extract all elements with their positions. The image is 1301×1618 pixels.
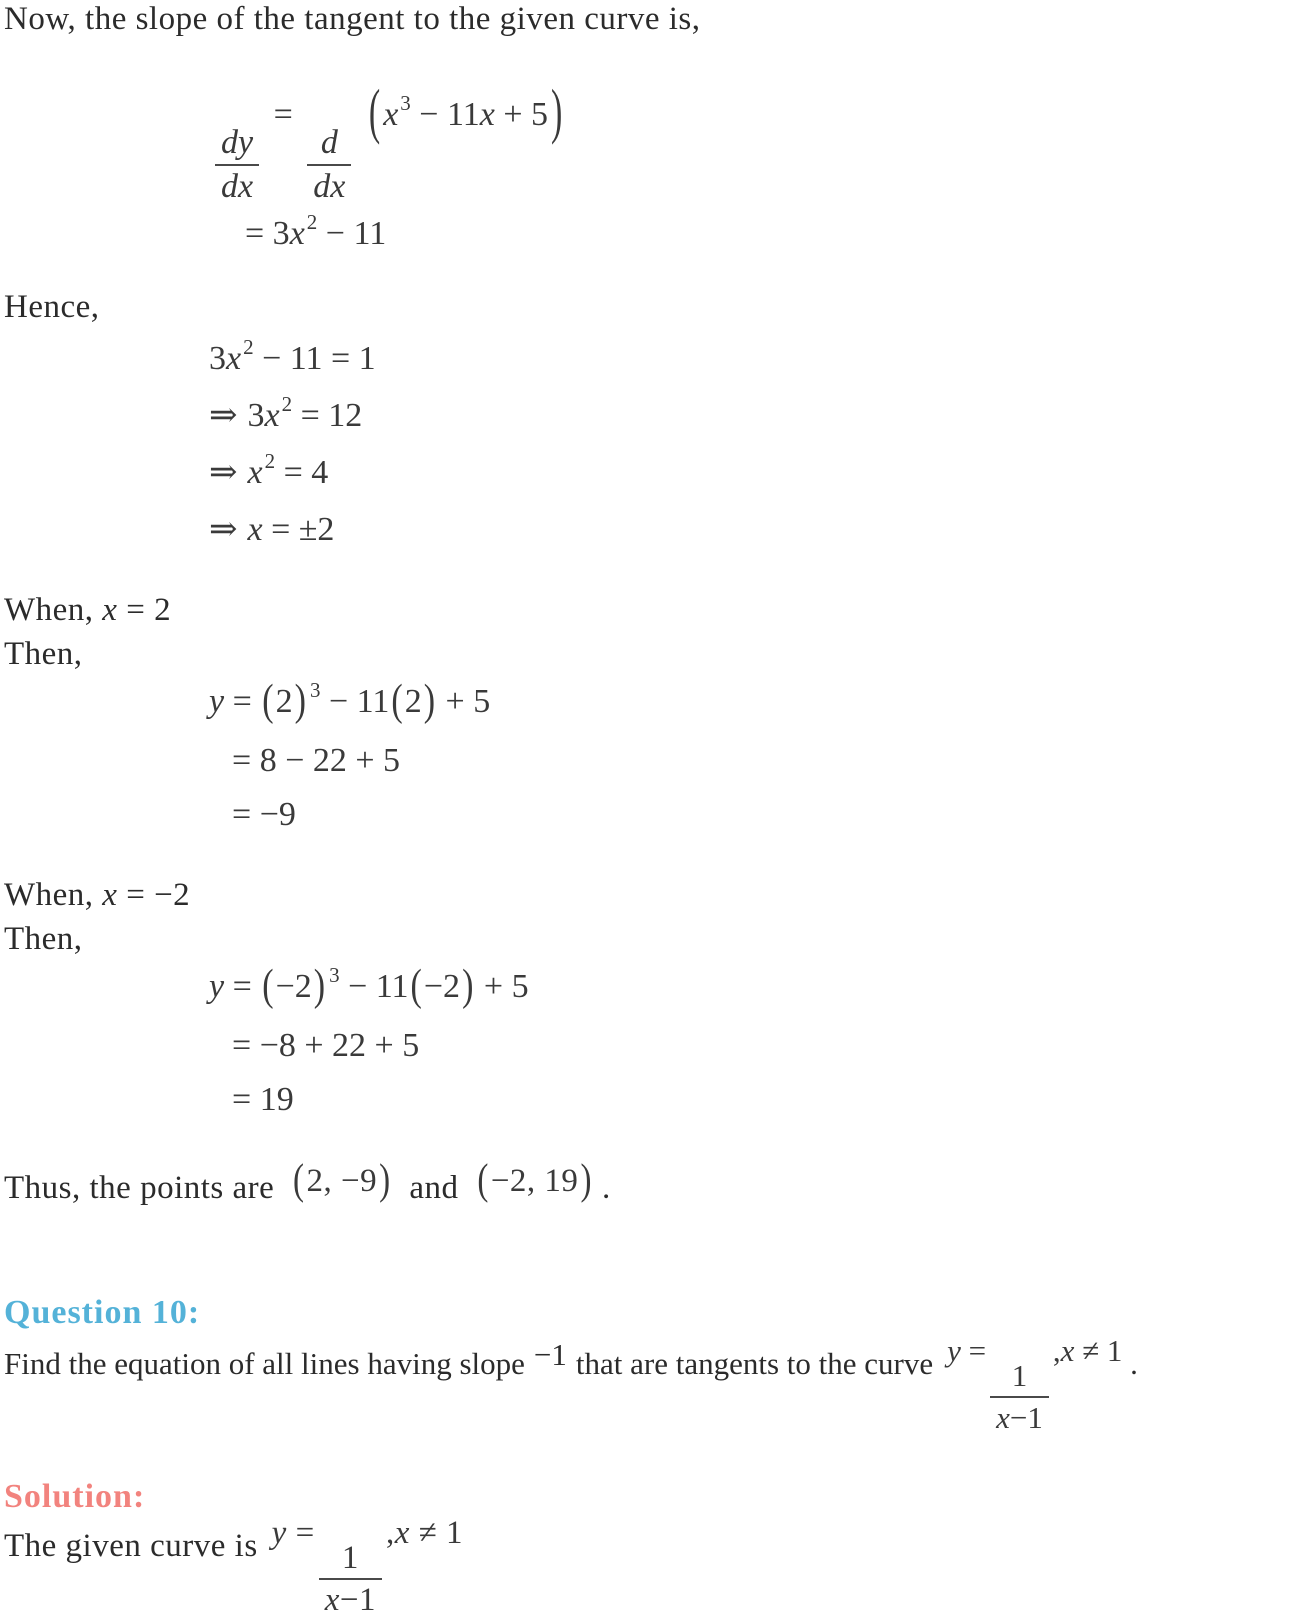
term-minus-11: − 11 xyxy=(325,215,387,252)
frac-numerator: 1 xyxy=(319,1541,382,1580)
given-text: The given curve is xyxy=(4,1528,258,1564)
term-minus-11: − 11 xyxy=(328,683,390,720)
variable-y: y xyxy=(947,1333,961,1368)
implies-arrow: ⇒ xyxy=(209,454,238,491)
right-paren: ) xyxy=(423,676,436,726)
left-paren: ( xyxy=(410,961,422,1011)
term: −9 xyxy=(259,796,296,833)
equation-y-at-neg2 xyxy=(209,961,1301,1011)
when-value: = 2 xyxy=(126,592,172,628)
right-paren: ) xyxy=(379,1156,391,1205)
equation-3x2-eq-1 xyxy=(209,335,1301,383)
coefficient-3: 3 xyxy=(247,397,265,434)
question-heading: Question 10: xyxy=(4,1294,201,1331)
variable-x: x xyxy=(226,340,242,377)
equals-3: = 3 xyxy=(245,215,290,252)
variable-y: y xyxy=(271,1515,287,1551)
equals-sign: = xyxy=(232,968,252,1005)
minus-1: −1 xyxy=(339,1582,376,1618)
equals-sign: = xyxy=(232,1027,252,1064)
variable-x: x xyxy=(247,454,263,491)
not-equal-sign: ≠ xyxy=(418,1515,438,1551)
variable-x: x xyxy=(289,215,305,252)
frac-numerator: dy xyxy=(215,125,259,166)
term-plus-5: + 5 xyxy=(445,683,491,720)
exponent-2: 2 xyxy=(264,449,276,473)
right-paren: ) xyxy=(551,79,563,146)
equation-x2-eq-4 xyxy=(209,449,1301,497)
not-equal-sign: ≠ xyxy=(1082,1333,1100,1368)
point-coords: −2, 19 xyxy=(490,1163,579,1199)
equation-neg9 xyxy=(232,794,1301,836)
left-paren: ( xyxy=(368,79,381,146)
term: = ±2 xyxy=(271,511,335,548)
then-line: Then, xyxy=(4,921,83,957)
variable-x: x xyxy=(264,397,280,434)
number-2: 2 xyxy=(275,683,293,720)
equation-dydx xyxy=(209,79,1301,205)
frac-denominator: dx xyxy=(221,168,254,205)
variable-x: x xyxy=(394,1515,410,1551)
given-curve-line xyxy=(4,1515,1301,1618)
fraction-1-over-x-minus-1 xyxy=(319,1541,382,1617)
variable-x: x xyxy=(102,592,118,628)
implies-arrow: ⇒ xyxy=(209,511,238,548)
thus-line xyxy=(4,1156,1301,1207)
number-2: 2 xyxy=(404,683,422,720)
term: − 11 = 1 xyxy=(262,340,376,377)
number-1: 1 xyxy=(1106,1333,1123,1368)
frac-denominator xyxy=(990,1398,1049,1435)
variable-x: x xyxy=(247,511,263,548)
when-x-2-line xyxy=(4,591,1301,629)
comma: , xyxy=(385,1515,395,1551)
question-text-line xyxy=(4,1333,1301,1435)
when-value: = −2 xyxy=(126,877,191,913)
right-paren: ) xyxy=(294,676,306,726)
right-paren: ) xyxy=(313,961,326,1011)
number-neg2: −2 xyxy=(275,968,312,1005)
variable-x: x xyxy=(102,877,118,913)
intro-line: Now, the slope of the tangent to the given curve is, xyxy=(4,1,701,37)
exponent-2: 2 xyxy=(281,392,293,416)
fraction-dy-dx xyxy=(215,125,259,205)
equals-sign: = xyxy=(232,742,252,779)
and-text: and xyxy=(409,1170,459,1206)
period: . xyxy=(1130,1346,1138,1381)
variable-x: x xyxy=(1060,1333,1075,1368)
equation-3x2-eq-12 xyxy=(209,392,1301,440)
slope-value: −1 xyxy=(533,1337,567,1372)
point-coords: 2, −9 xyxy=(306,1163,378,1199)
point-neg2-19 xyxy=(475,1156,594,1205)
equals-sign: = xyxy=(295,1515,315,1551)
frac-denominator: dx xyxy=(313,168,346,205)
left-paren: ( xyxy=(262,961,274,1011)
equation-y-at-2 xyxy=(209,676,1301,726)
curve-equation xyxy=(271,1515,464,1618)
point-2-neg9 xyxy=(291,1156,393,1205)
thus-text: Thus, the points are xyxy=(4,1170,275,1206)
variable-y: y xyxy=(209,683,225,720)
equation-neg8-22-5 xyxy=(232,1025,1301,1067)
equals-sign: = xyxy=(273,96,293,133)
term: 8 − 22 + 5 xyxy=(259,742,401,779)
curve-equation xyxy=(947,1333,1123,1435)
equals-sign: = xyxy=(968,1333,987,1368)
frac-denominator xyxy=(319,1580,382,1617)
right-paren: ) xyxy=(462,961,474,1011)
period: . xyxy=(601,1170,611,1206)
exponent-2: 2 xyxy=(243,335,254,359)
minus-1: −1 xyxy=(1009,1400,1043,1435)
implies-arrow: ⇒ xyxy=(209,397,238,434)
fraction-1-over-x-minus-1 xyxy=(990,1359,1049,1435)
exponent-3: 3 xyxy=(400,91,411,115)
equals-sign: = xyxy=(232,683,252,720)
variable-x: x xyxy=(479,96,495,133)
comma: , xyxy=(1052,1333,1061,1368)
number-1: 1 xyxy=(446,1515,464,1551)
term-minus-11: − 11 xyxy=(348,968,409,1005)
exponent-3: 3 xyxy=(329,963,340,987)
then-line: Then, xyxy=(4,636,83,672)
question-text-mid: that are tangents to the curve xyxy=(575,1346,934,1381)
term: = 4 xyxy=(283,454,329,491)
equation-x-eq-pm2 xyxy=(209,509,1301,551)
variable-x: x xyxy=(996,1400,1010,1435)
term-minus-11: − 11 xyxy=(419,96,480,133)
variable-x: x xyxy=(324,1582,340,1618)
term: −8 + 22 + 5 xyxy=(259,1027,420,1064)
variable-y: y xyxy=(209,968,225,1005)
frac-numerator: 1 xyxy=(990,1359,1049,1398)
exponent-3: 3 xyxy=(309,678,321,702)
question-text-pre: Find the equation of all lines having slope xyxy=(4,1346,525,1381)
term: 19 xyxy=(259,1081,294,1118)
solution-heading: Solution: xyxy=(4,1478,146,1515)
fraction-d-dx xyxy=(307,125,351,205)
exponent-2: 2 xyxy=(306,210,318,234)
equation-8-22-5 xyxy=(232,740,1301,782)
variable-x: x xyxy=(383,96,399,133)
left-paren: ( xyxy=(293,1156,305,1205)
equation-simplified xyxy=(245,210,1301,258)
right-paren: ) xyxy=(580,1156,592,1205)
term-plus-5: + 5 xyxy=(503,96,548,133)
equals-sign: = xyxy=(232,796,252,833)
coefficient-3: 3 xyxy=(209,340,226,377)
left-paren: ( xyxy=(477,1156,489,1205)
when-label: When, xyxy=(4,877,94,913)
frac-numerator: d xyxy=(307,125,351,166)
term: = 12 xyxy=(300,397,363,434)
left-paren: ( xyxy=(391,676,403,726)
left-paren: ( xyxy=(262,676,274,726)
equation-19 xyxy=(232,1079,1301,1121)
when-x-neg2-line xyxy=(4,876,1301,914)
when-label: When, xyxy=(4,592,94,628)
hence-line: Hence, xyxy=(4,289,100,325)
equals-sign: = xyxy=(232,1081,252,1118)
term-plus-5: + 5 xyxy=(483,968,529,1005)
number-neg2: −2 xyxy=(423,968,461,1005)
